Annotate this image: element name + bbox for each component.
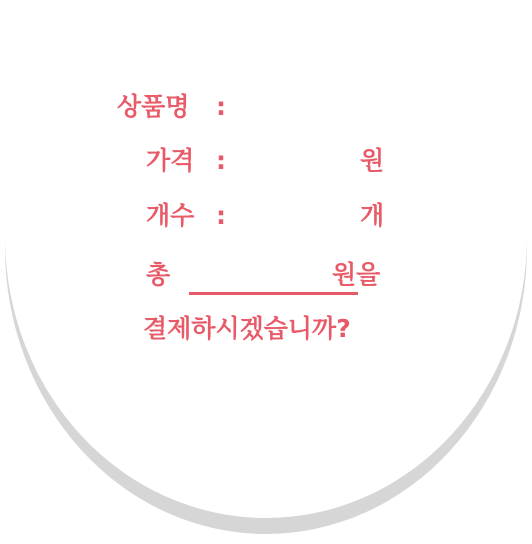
price-colon: : — [216, 146, 226, 175]
price-label: 가격 — [146, 146, 195, 175]
count-colon: : — [216, 201, 226, 230]
count-unit: 개 — [360, 201, 385, 230]
total-amount-underline — [189, 292, 358, 295]
count-label: 개수 — [146, 201, 195, 230]
confirm-question: 결제하시겠습니까? — [143, 314, 351, 343]
product-name-label: 상품명 — [117, 92, 190, 121]
price-unit: 원 — [360, 146, 385, 175]
total-suffix: 원을 — [332, 260, 381, 289]
product-name-colon: : — [216, 92, 226, 121]
total-label: 총 — [146, 260, 171, 289]
